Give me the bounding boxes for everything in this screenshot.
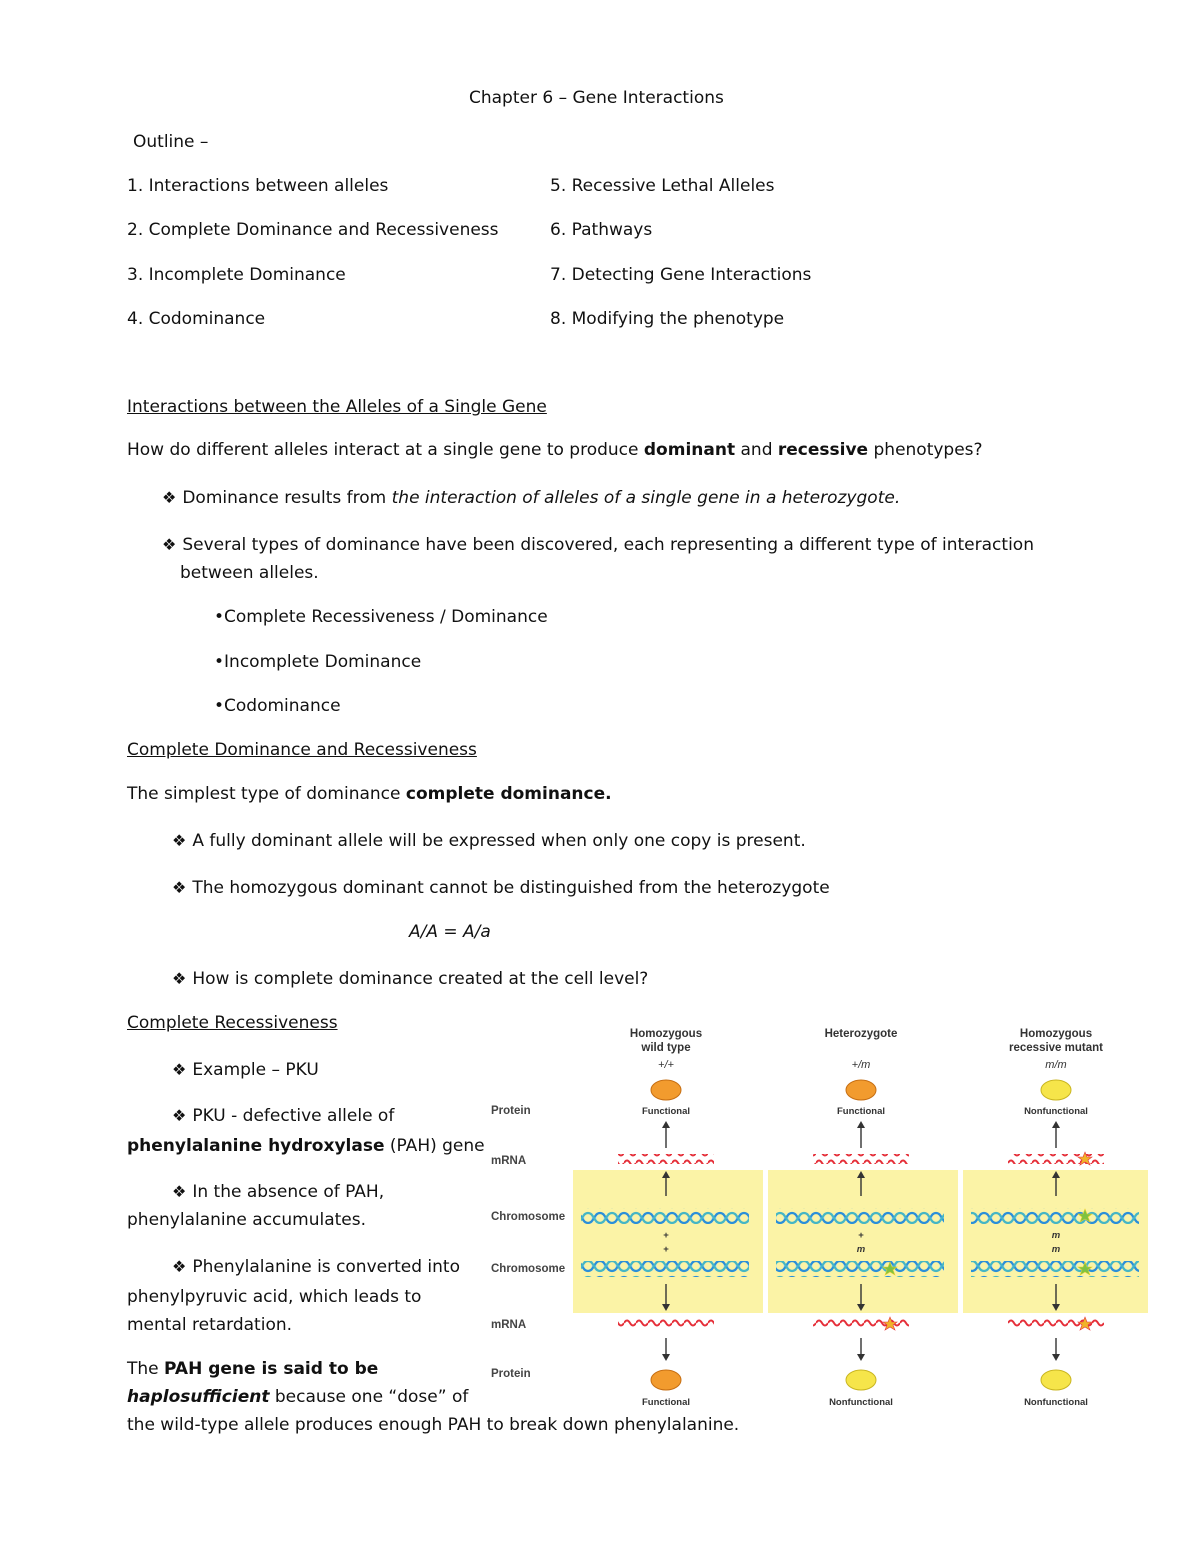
mrna-icon xyxy=(618,1319,714,1329)
bullet-fully-dominant xyxy=(172,832,806,852)
haplosufficient-term: haplosufficient xyxy=(127,1387,270,1407)
bullet-text: Dominance results from xyxy=(182,488,392,508)
question-paragraph xyxy=(127,441,983,461)
outline-item: 7. Detecting Gene Interactions xyxy=(550,265,812,285)
dna-icon xyxy=(581,1208,749,1224)
section-heading-interactions: Interactions between the Alleles of a Single Gene xyxy=(127,397,547,417)
panel-heterozygote xyxy=(768,1170,958,1313)
genotype-label: +/m xyxy=(851,1059,871,1071)
bullet-text: Several types of dominance have been discovered, each representing a different type of interaction xyxy=(182,535,1034,555)
bullet-pku-cont xyxy=(127,1137,485,1157)
bullet-text: Phenylalanine is converted into xyxy=(192,1257,460,1277)
genotype-label: m/m xyxy=(1045,1059,1067,1071)
allele-label: m xyxy=(856,1244,866,1255)
row-label-chromosome: Chromosome xyxy=(491,1211,566,1223)
diamond-bullet-icon: ❖ xyxy=(172,878,187,897)
column-recessive-mutant xyxy=(971,1028,1139,1408)
subitem: •Codominance xyxy=(214,696,341,716)
row-label-protein: Protein xyxy=(491,1368,531,1380)
enzyme-name: phenylalanine hydroxylase xyxy=(127,1136,385,1156)
bullet-cell-level xyxy=(172,970,648,990)
column-header: Heterozygote xyxy=(824,1028,898,1040)
section-heading-recessiveness: Complete Recessiveness xyxy=(127,1013,338,1033)
bullet-types-cont: between alleles. xyxy=(180,563,319,583)
nonfunctional-protein-icon xyxy=(1041,1370,1071,1390)
intro-text: The simplest type of dominance xyxy=(127,784,406,804)
outline-item: 8. Modifying the phenotype xyxy=(550,309,785,329)
protein-status: Nonfunctional xyxy=(1024,1397,1088,1408)
dna-icon xyxy=(581,1261,749,1277)
diamond-bullet-icon: ❖ xyxy=(172,831,187,850)
formula: A/A = A/a xyxy=(409,922,491,942)
row-label-chromosome: Chromosome xyxy=(491,1263,566,1275)
nonfunctional-protein-icon xyxy=(846,1370,876,1390)
conclusion-bold: PAH gene is said to be xyxy=(164,1359,379,1379)
protein-status: Nonfunctional xyxy=(1024,1106,1088,1117)
diamond-bullet-icon: ❖ xyxy=(162,488,177,507)
diamond-bullet-icon: ❖ xyxy=(172,1182,187,1201)
diamond-bullet-icon: ❖ xyxy=(172,969,187,988)
bullet-emphasis: the interaction of alleles of a single gene in a heterozygote. xyxy=(391,488,901,508)
dna-icon xyxy=(776,1208,944,1224)
column-heterozygote xyxy=(776,1028,944,1408)
intro-bold: complete dominance. xyxy=(405,784,612,804)
genotype-label: +/+ xyxy=(658,1059,674,1071)
allele-label: + xyxy=(663,1244,669,1255)
bullet-homozygous xyxy=(172,879,830,899)
pku-dominance-figure xyxy=(480,1018,1160,1423)
page-title: Chapter 6 – Gene Interactions xyxy=(469,88,724,108)
conclusion-line: the wild-type allele produces enough PAH to break down phenylalanine. xyxy=(127,1415,740,1435)
column-header: recessive mutant xyxy=(1009,1042,1103,1054)
diamond-bullet-icon: ❖ xyxy=(172,1106,187,1125)
subitem: •Incomplete Dominance xyxy=(214,652,422,672)
allele-label: m xyxy=(1051,1244,1061,1255)
diamond-bullet-icon: ❖ xyxy=(172,1257,187,1276)
bullet-text: The homozygous dominant cannot be distinguished from the heterozygote xyxy=(192,878,830,898)
allele-label: + xyxy=(663,1230,669,1241)
bullet-absence xyxy=(172,1183,384,1203)
bullet-text: PKU - defective allele of xyxy=(192,1106,395,1126)
bullet-text: How is complete dominance created at the cell level? xyxy=(192,969,649,989)
bullet-converted-cont: mental retardation. xyxy=(127,1315,293,1335)
functional-protein-icon xyxy=(651,1370,681,1390)
row-label-protein: Protein xyxy=(491,1105,531,1117)
diamond-bullet-icon: ❖ xyxy=(162,535,177,554)
functional-protein-icon xyxy=(846,1080,876,1100)
question-bold: recessive xyxy=(777,440,869,460)
outline-item: 2. Complete Dominance and Recessiveness xyxy=(127,220,499,240)
column-header: Homozygous xyxy=(1019,1028,1093,1040)
bullet-converted xyxy=(172,1258,460,1278)
outline-item: 1. Interactions between alleles xyxy=(127,176,389,196)
outline-item: 6. Pathways xyxy=(550,220,653,240)
outline-heading: Outline – xyxy=(133,132,209,152)
conclusion-text: The xyxy=(127,1359,165,1379)
functional-protein-icon xyxy=(651,1080,681,1100)
question-text: phenotypes? xyxy=(868,440,983,460)
dna-icon xyxy=(971,1261,1139,1277)
diamond-bullet-icon: ❖ xyxy=(172,1060,187,1079)
panel-wild-type xyxy=(573,1170,763,1313)
bullet-text: (PAH) gene xyxy=(384,1136,485,1156)
row-label-mrna: mRNA xyxy=(491,1155,527,1167)
bullet-types xyxy=(162,536,1034,556)
bullet-text: In the absence of PAH, xyxy=(192,1182,385,1202)
bullet-text: A fully dominant allele will be expressed when only one copy is present. xyxy=(192,831,806,851)
mrna-icon xyxy=(618,1154,714,1164)
conclusion-line xyxy=(127,1360,378,1380)
outline-item: 4. Codominance xyxy=(127,309,266,329)
question-text: How do different alleles interact at a single gene to produce xyxy=(127,440,644,460)
section-heading-complete-dominance: Complete Dominance and Recessiveness xyxy=(127,740,477,760)
dna-icon xyxy=(776,1261,944,1277)
row-label-mrna: mRNA xyxy=(491,1319,527,1331)
question-bold: dominant xyxy=(643,440,736,460)
bullet-text: Example – PKU xyxy=(192,1060,319,1080)
bullet-pku xyxy=(172,1107,394,1127)
mrna-icon xyxy=(813,1154,909,1164)
intro-paragraph xyxy=(127,785,612,805)
outline-item: 5. Recessive Lethal Alleles xyxy=(550,176,775,196)
column-header: Homozygous xyxy=(629,1028,703,1040)
conclusion-line xyxy=(127,1388,468,1408)
protein-status: Functional xyxy=(641,1106,691,1117)
bullet-converted-cont: phenylpyruvic acid, which leads to xyxy=(127,1287,422,1307)
conclusion-text: because one “dose” of xyxy=(269,1387,469,1407)
bullet-dominance xyxy=(162,489,900,509)
outline-item: 3. Incomplete Dominance xyxy=(127,265,346,285)
protein-status: Functional xyxy=(836,1106,886,1117)
column-header: wild type xyxy=(641,1042,691,1054)
dna-icon xyxy=(971,1208,1139,1224)
question-text: and xyxy=(735,440,778,460)
allele-label: m xyxy=(1051,1230,1061,1241)
nonfunctional-protein-icon xyxy=(1041,1080,1071,1100)
bullet-absence-cont: phenylalanine accumulates. xyxy=(127,1210,367,1230)
protein-status: Functional xyxy=(641,1397,691,1408)
bullet-example xyxy=(172,1061,319,1081)
subitem: •Complete Recessiveness / Dominance xyxy=(214,607,548,627)
protein-status: Nonfunctional xyxy=(829,1397,893,1408)
column-wild-type xyxy=(581,1028,749,1408)
allele-label: + xyxy=(858,1230,864,1241)
